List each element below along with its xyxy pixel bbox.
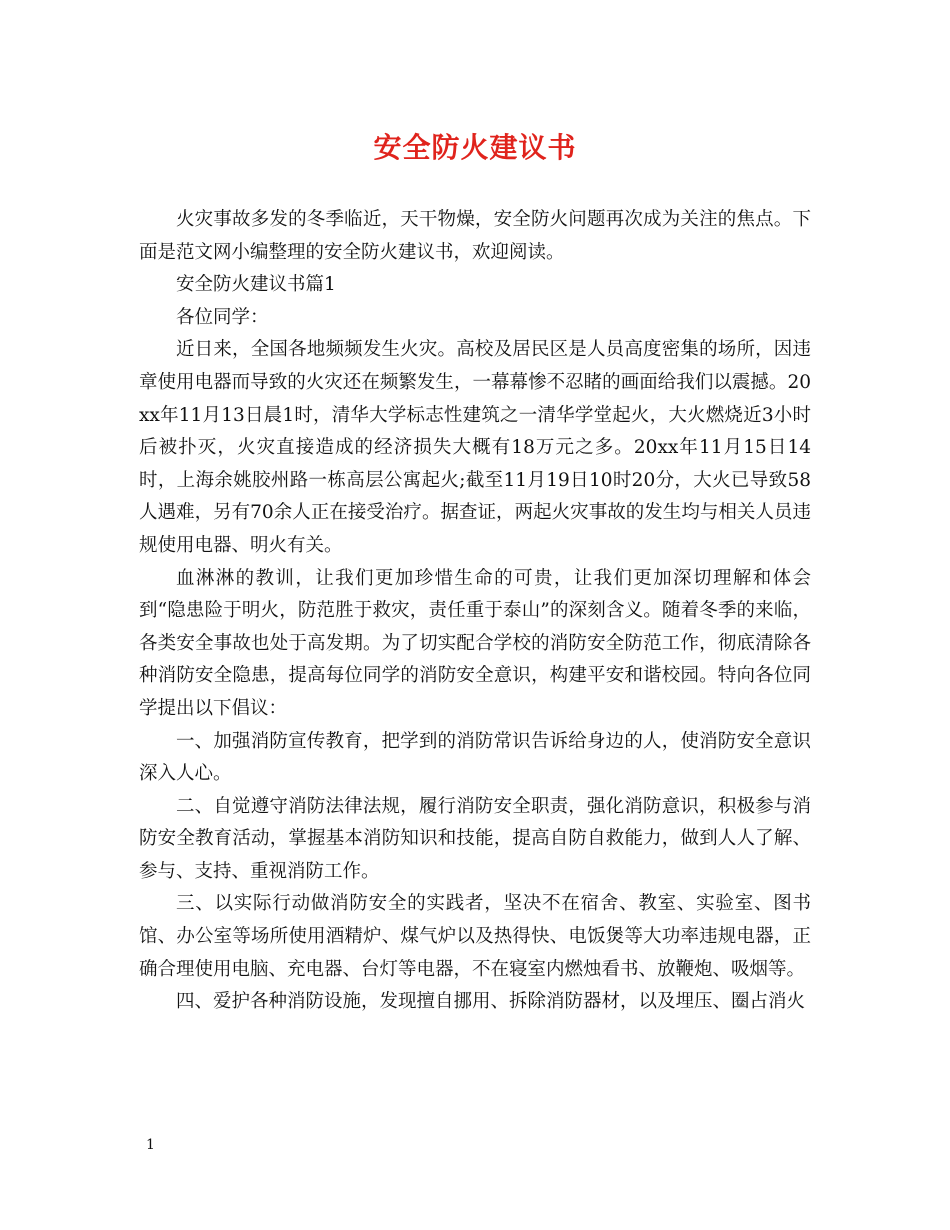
proposal-item-4: 四、爱护各种消防设施，发现擅自挪用、拆除消防器材，以及埋压、圈占消火 <box>176 991 806 1013</box>
body-paragraph: 近日来，全国各地频频发生火灾。高校及居民区是人员高度密集的场所，因违章使用电器而导致的火灾还在频繁发生，一幕幕惨不忍睹的画面给我们以震撼。20xx年11月13日晨1时，清华大学标志性建筑之一清华学堂起火，大火燃烧近3小时后被扑灭，火灾直接造成的经济损失大概有18万元之多。20xx年11月15日14时，上海余姚胶州路一栋高层公寓起火;截至11月19日10时20分，大火已导致58人遇难，另有70余人正在接受治疗。据查证，两起火灾事故的发生均与相关人员违规使用电器、明火有关。 <box>139 339 811 556</box>
page-number: 1 <box>146 1137 155 1153</box>
proposal-item-2: 二、自觉遵守消防法律法规，履行消防安全职责，强化消防意识，积极参与消防安全教育活动，掌握基本消防知识和技能，提高自防自救能力，做到人人了解、参与、支持、重视消防工作。 <box>139 795 811 882</box>
intro-paragraph: 火灾事故多发的冬季临近，天干物燥，安全防火问题再次成为关注的焦点。下面是范文网小编整理的安全防火建议书，欢迎阅读。 <box>139 209 811 263</box>
proposal-item-1: 一、加强消防宣传教育，把学到的消防常识告诉给身边的人，使消防安全意识深入人心。 <box>139 730 811 785</box>
proposal-item-3: 三、以实际行动做消防安全的实践者，坚决不在宿舍、教室、实验室、图书馆、办公室等场所使用酒精炉、煤气炉以及热得快、电饭煲等大功率违规电器，正确合理使用电脑、充电器、台灯等电器，不在寝室内燃烛看书、放鞭炮、吸烟等。 <box>139 893 811 980</box>
page-title: 安全防火建议书 <box>373 131 577 164</box>
section-heading: 安全防火建议书篇1 <box>176 274 336 296</box>
body-paragraph: 血淋淋的教训，让我们更加珍惜生命的可贵，让我们更加深切理解和体会到“隐患险于明火，防范胜于救灾，责任重于泰山”的深刻含义。随着冬季的来临，各类安全事故也处于高发期。为了切实配合学校的消防安全防范工作，彻底清除各种消防安全隐患，提高每位同学的消防安全意识，构建平安和谐校园。特向各位同学提出以下倡议： <box>139 567 811 719</box>
salutation: 各位同学： <box>176 306 269 328</box>
document-body <box>139 204 811 1019</box>
